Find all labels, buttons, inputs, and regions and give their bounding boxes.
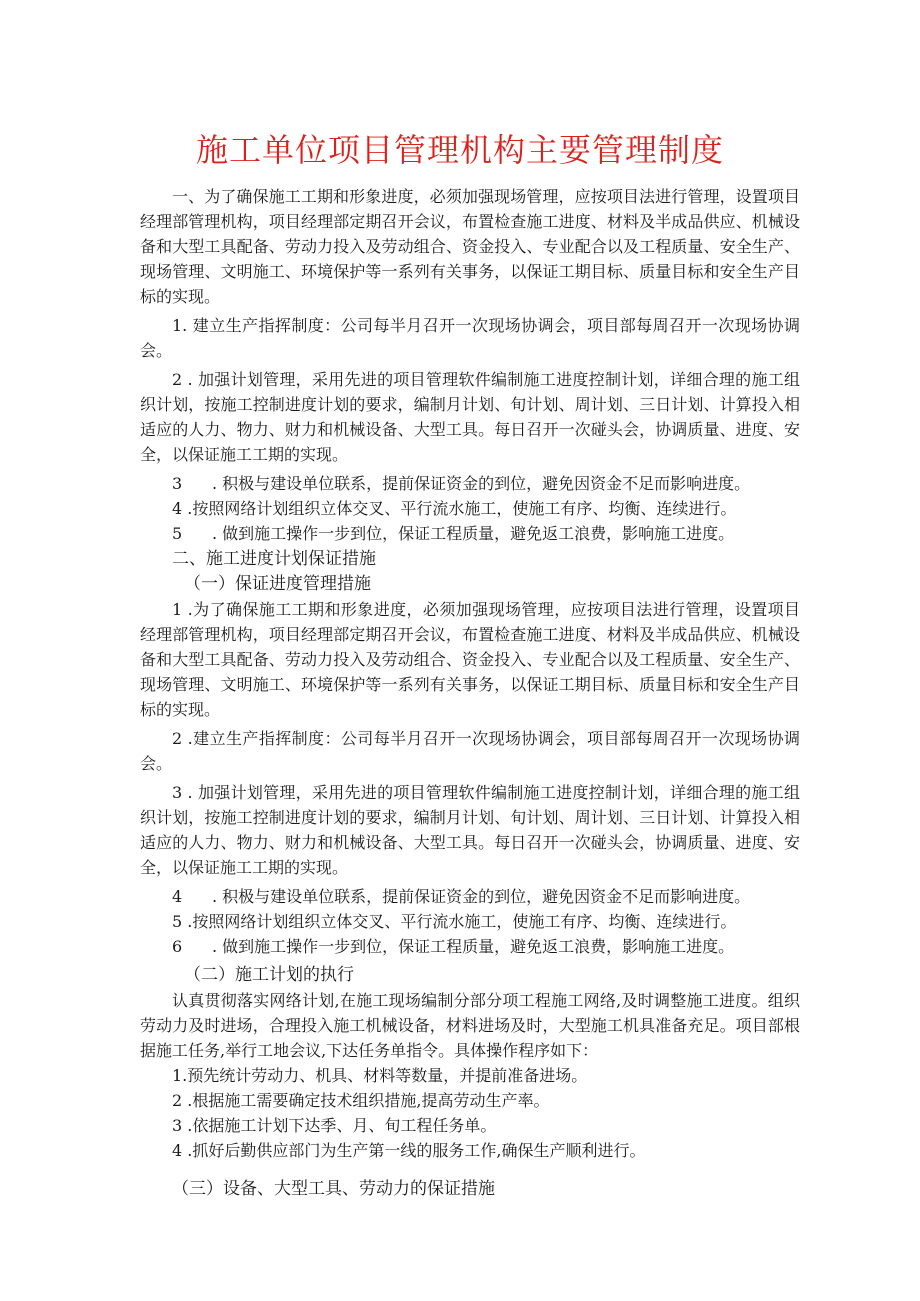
subsection-one-item-6	[140, 934, 800, 959]
item-text: . 积极与建设单位联系，提前保证资金的到位，避免因资金不足而影响进度。	[212, 474, 751, 493]
item-number: 5	[172, 524, 183, 543]
section-one-item-3	[140, 471, 800, 496]
subsection-two-item-4	[140, 1138, 800, 1163]
item-text: 建立生产指挥制度：公司每半月召开一次现场协调会，项目部每周召开一次现场协调会。	[140, 316, 800, 360]
item-text: 依据施工计划下达季、月、旬工程任务单。	[192, 1116, 497, 1135]
section-one-item-1	[140, 313, 800, 363]
item-number: 1.	[172, 1066, 188, 1085]
subsection-three-heading: （三）设备、大型工具、劳动力的保证措施	[172, 1179, 495, 1199]
item-number: 3 .	[172, 1116, 193, 1135]
item-text: . 积极与建设单位联系，提前保证资金的到位，避免因资金不足而影响进度。	[212, 887, 751, 906]
subsection-two-item-1	[140, 1063, 800, 1088]
section-one-item-2	[140, 367, 800, 467]
item-number: 2 .	[172, 370, 193, 389]
item-text: 按照网络计划组织立体交叉、平行流水施工，使施工有序、均衡、连续进行。	[192, 499, 737, 518]
item-number: 4 .	[172, 1141, 193, 1160]
item-text: 加强计划管理，采用先进的项目管理软件编制施工进度控制计划，详细合理的施工组织计划，按施工控制进度计划的要求，编制月计划、旬计划、周计划、三日计划、计算投入相适应的人力、物力、财力和机械设备、大型工具。每日召开一次碰头会，协调质量、进度、安全，以保证施工工期的实现。	[140, 370, 800, 464]
subsection-one-item-4	[140, 884, 800, 909]
item-text: 建立生产指挥制度：公司每半月召开一次现场协调会，项目部每周召开一次现场协调会。	[140, 729, 800, 773]
item-number: 6	[172, 937, 183, 956]
item-number: 2 .	[172, 1091, 193, 1110]
subsection-one-item-5	[140, 909, 800, 934]
subsection-one-item-3	[140, 780, 800, 880]
subsection-two-intro: 认真贯彻落实网络计划,在施工现场编制分部分项工程施工网络,及时调整施工进度。组织劳动力及时进场，合理投入施工机械设备，材料进场及时，大型施工机具准备充足。项目部根据施工任务,举行工地会议,下达任务单指令。具体操作程序如下：	[140, 991, 800, 1060]
item-number: 2 .	[172, 729, 193, 748]
item-number: 1 .	[172, 600, 193, 619]
subsection-two-item-3	[140, 1113, 800, 1138]
document-title: 施工单位项目管理机构主要管理制度	[195, 131, 724, 169]
item-text: 按照网络计划组织立体交叉、平行流水施工，使施工有序、均衡、连续进行。	[192, 912, 737, 931]
section-two	[140, 546, 800, 1202]
item-number: 5 .	[172, 912, 193, 931]
item-number: 4	[172, 887, 183, 906]
section-one	[140, 184, 800, 546]
item-number: 4 .	[172, 499, 193, 518]
subsection-one-item-1	[140, 597, 800, 722]
item-text: 加强计划管理，采用先进的项目管理软件编制施工进度控制计划，详细合理的施工组织计划，按施工控制进度计划的要求，编制月计划、旬计划、周计划、三日计划、计算投入相适应的人力、物力、财力和机械设备、大型工具。每日召开一次碰头会，协调质量、进度、安全，以保证施工工期的实现。	[140, 783, 800, 877]
item-text: 为了确保施工工期和形象进度，必须加强现场管理，应按项目法进行管理，设置项目经理部管理机构，项目经理部定期召开会议，布置检查施工进度、材料及半成品供应、机械设备和大型工具配备、劳动力投入及劳动组合、资金投入、专业配合以及工程质量、安全生产、现场管理、文明施工、环境保护等一系列有关事务，以保证工期目标、质量目标和安全生产目标的实现。	[140, 600, 800, 719]
item-text: 预先统计劳动力、机具、材料等数量，并提前准备进场。	[187, 1066, 588, 1085]
item-text: 根据施工需要确定技术组织措施,提高劳动生产率。	[192, 1091, 550, 1110]
item-number: 1.	[172, 316, 188, 335]
section-two-heading: 二、施工进度计划保证措施	[172, 549, 376, 569]
item-number: 3 .	[172, 783, 193, 802]
section-one-item-5	[140, 521, 800, 546]
item-text: 抓好后勤供应部门为生产第一线的服务工作,确保生产顺利进行。	[192, 1141, 646, 1160]
subsection-one-item-2	[140, 726, 800, 776]
item-number: 3	[172, 474, 183, 493]
subsection-two-heading: （二）施工计划的执行	[184, 965, 354, 985]
section-one-item-4	[140, 496, 800, 521]
subsection-two-item-2	[140, 1088, 800, 1113]
item-text: . 做到施工操作一步到位，保证工程质量，避免返工浪费，影响施工进度。	[212, 524, 735, 543]
item-text: . 做到施工操作一步到位，保证工程质量，避免返工浪费，影响施工进度。	[212, 937, 735, 956]
section-one-intro: 一、为了确保施工工期和形象进度，必须加强现场管理，应按项目法进行管理，设置项目经理部管理机构，项目经理部定期召开会议，布置检查施工进度、材料及半成品供应、机械设备和大型工具配备、劳动力投入及劳动组合、资金投入、专业配合以及工程质量、安全生产、现场管理、文明施工、环境保护等一系列有关事务，以保证工期目标、质量目标和安全生产目标的实现。	[140, 187, 800, 306]
subsection-one-heading: （一）保证进度管理措施	[184, 574, 371, 594]
